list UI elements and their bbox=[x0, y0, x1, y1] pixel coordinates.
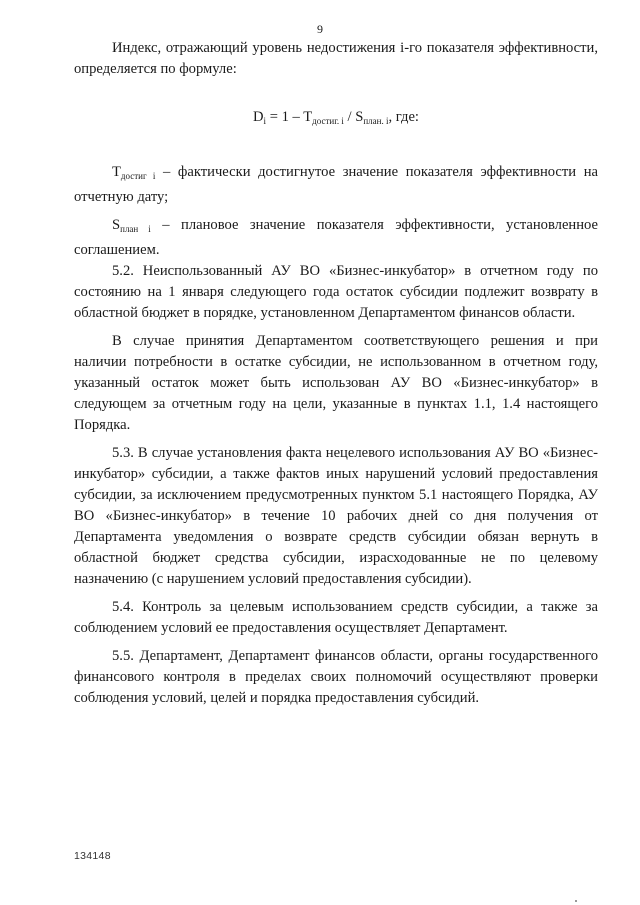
formula-s-sub: план. i bbox=[363, 116, 389, 126]
definition-t bbox=[74, 162, 598, 208]
formula-slash: / S bbox=[343, 109, 364, 125]
definition-t-sub: достиг i bbox=[120, 171, 156, 181]
index-formula bbox=[74, 107, 598, 132]
document-body bbox=[74, 38, 598, 709]
scan-artifact bbox=[575, 900, 577, 902]
intro-paragraph: Индекс, отражающий уровень недостижения i-го показателя эффективности, определяется по формуле: bbox=[74, 40, 598, 77]
formula-tail: , где: bbox=[388, 109, 419, 125]
definition-t-text: – фактически достигнутое значение показателя эффективности на отчетную дату; bbox=[74, 164, 598, 205]
paragraph-5-4: 5.4. Контроль за целевым использованием средств субсидии, а также за соблюдением условий ее предоставления осуществляет Департамент. bbox=[74, 599, 598, 636]
formula-eq: = 1 – T bbox=[266, 109, 313, 125]
definition-t-symbol: T bbox=[112, 164, 121, 180]
paragraph-5-3: 5.3. В случае установления факта нецелевого использования АУ ВО «Бизнес-инкубатор» субсидии, а также фактов иных нарушений условий предоставления субсидии, за исключением предусмотренных пунктом 5.1 настоящего Порядка, АУ ВО «Бизнес-инкубатор» в течение 10 рабочих дней со дня получения от Департамента уведомления о возврате средств субсидии обязан вернуть в областной бюджет средства субсидии, израсходованные не по целевому назначению (с нарушением условий предоставления субсидии). bbox=[74, 445, 598, 587]
definition-s-symbol: S bbox=[112, 217, 121, 233]
paragraph-5-5: 5.5. Департамент, Департамент финансов области, органы государственного финансового контроля в пределах своих полномочий осуществляют проверки соблюдения условий, целей и порядка предоставления субсидий. bbox=[74, 648, 598, 706]
formula-lhs: D bbox=[253, 109, 264, 125]
definition-s-sub: план i bbox=[120, 224, 151, 234]
page-number: 9 bbox=[317, 22, 323, 36]
definition-s bbox=[74, 215, 598, 261]
document-code: 134148 bbox=[74, 850, 111, 862]
paragraph-5-2-continuation: В случае принятия Департаментом соответствующего решения и при наличии потребности в остатке субсидии, не использованном в отчетном году, указанный остаток может быть использован АУ ВО «Бизнес-инкубатор» в следующем за отчетным году на цели, указанные в пунктах 1.1, 1.4 настоящего Порядка. bbox=[74, 333, 598, 433]
formula-t-sub: достиг. i bbox=[312, 116, 344, 126]
formula-lhs-sub: i bbox=[263, 116, 267, 126]
definition-s-text: – плановое значение показателя эффективности, установленное соглашением. bbox=[74, 217, 598, 258]
paragraph-5-2: 5.2. Неиспользованный АУ ВО «Бизнес-инкубатор» в отчетном году по состоянию на 1 января следующего года остаток субсидии подлежит возврату в областной бюджет в порядке, установленном Департаментом финансов области. bbox=[74, 263, 598, 321]
